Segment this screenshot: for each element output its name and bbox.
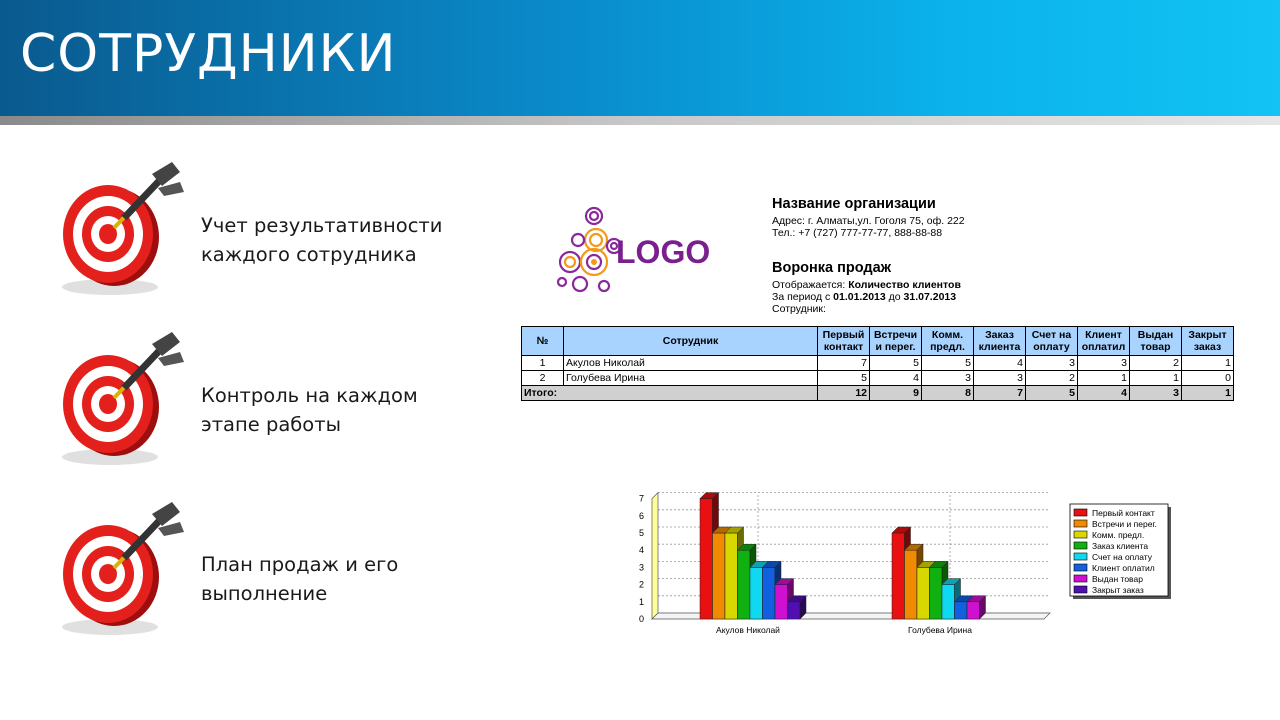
report-shows (772, 279, 961, 292)
bullet-text (201, 550, 398, 608)
table-cell: 3 (1026, 356, 1078, 371)
bar (700, 499, 713, 619)
legend-label: Закрыт заказ (1092, 585, 1144, 595)
bar (967, 602, 980, 619)
bar (750, 567, 763, 619)
y-tick-label: 7 (638, 493, 644, 504)
header-stage (922, 327, 974, 356)
legend-label: Первый контакт (1092, 508, 1155, 518)
header-line: Закрыт (1188, 329, 1227, 341)
header-stage (1130, 327, 1182, 356)
header-line: Комм. (931, 329, 964, 341)
bullet-line: каждого сотрудника (201, 243, 417, 266)
total-cell: 1 (1182, 386, 1234, 401)
sales-funnel-table (521, 326, 1234, 401)
bar (905, 550, 918, 619)
y-tick-label: 2 (638, 579, 644, 590)
legend-swatch (1074, 542, 1087, 549)
sales-funnel-chart (630, 488, 1180, 644)
bullet-line: этапе работы (201, 413, 341, 436)
header-line: Клиент (1085, 329, 1122, 341)
company-logo (550, 200, 730, 305)
bullet-line: Контроль на каждом (201, 384, 418, 407)
x-tick-label: Акулов Николай (716, 625, 780, 635)
legend-label: Встречи и перег. (1092, 519, 1157, 529)
table-total-row (522, 386, 1234, 401)
bar (775, 585, 788, 619)
table-cell: 5 (870, 356, 922, 371)
period-mid: до (885, 291, 904, 303)
bar (713, 533, 726, 619)
total-cell: 7 (974, 386, 1026, 401)
header-stage (870, 327, 922, 356)
bar (763, 567, 776, 619)
total-cell: 8 (922, 386, 974, 401)
bullet-text (201, 211, 442, 269)
header-line: предл. (930, 341, 965, 353)
organization-name: Название организации (772, 196, 936, 212)
header-line: и перег. (875, 341, 916, 353)
header-stage (818, 327, 870, 356)
row-num: 2 (522, 371, 564, 386)
header-line: Счет на (1031, 329, 1072, 341)
header-line: оплатил (1081, 341, 1126, 353)
slide-title: СОТРУДНИКИ (20, 24, 397, 84)
header-line: Встречи (873, 329, 918, 341)
header-line: Заказ (985, 329, 1014, 341)
table-cell: 1 (1182, 356, 1234, 371)
target-icon (52, 332, 192, 472)
y-tick-label: 4 (638, 545, 644, 556)
title-divider (0, 116, 1280, 125)
header-stage (974, 327, 1026, 356)
report-shows-value: Количество клиентов (848, 279, 961, 291)
bar (942, 585, 955, 619)
legend-label: Комм. предл. (1092, 530, 1145, 540)
table-cell: 4 (974, 356, 1026, 371)
x-tick-label: Голубева Ирина (908, 625, 972, 635)
bar (917, 567, 930, 619)
legend-swatch (1074, 531, 1087, 538)
legend-label: Счет на оплату (1092, 552, 1153, 562)
table-cell: 5 (922, 356, 974, 371)
total-label: Итого: (522, 386, 818, 401)
header-num: № (522, 327, 564, 356)
table-cell: 2 (1130, 356, 1182, 371)
table-header-row (522, 327, 1234, 356)
header-employee: Сотрудник (564, 327, 818, 356)
legend-swatch (1074, 575, 1087, 582)
target-icon (52, 162, 192, 302)
legend-swatch (1074, 586, 1087, 593)
header-line: Выдан (1137, 329, 1174, 341)
table-cell: 3 (1078, 356, 1130, 371)
legend-swatch (1074, 520, 1087, 527)
table-cell: 2 (1026, 371, 1078, 386)
bar (725, 533, 738, 619)
table-cell: 4 (870, 371, 922, 386)
header-line: клиента (978, 341, 1021, 353)
header-line: товар (1140, 341, 1171, 353)
y-tick-label: 0 (638, 614, 644, 624)
report-title: Воронка продаж (772, 260, 891, 276)
bullet-line: План продаж и его (201, 553, 399, 576)
total-cell: 4 (1078, 386, 1130, 401)
bullet-text (201, 381, 418, 439)
table-cell: 1 (1078, 371, 1130, 386)
period-to: 31.07.2013 (903, 291, 957, 303)
organization-phone: Тел.: +7 (727) 777-77-77, 888-88-88 (772, 227, 943, 239)
table-row (522, 356, 1234, 371)
legend-swatch (1074, 553, 1087, 560)
table-cell: 0 (1182, 371, 1234, 386)
header-line: оплату (1033, 341, 1070, 353)
legend-swatch (1074, 564, 1087, 571)
legend-label: Выдан товар (1092, 574, 1143, 584)
total-cell: 5 (1026, 386, 1078, 401)
bar (892, 533, 905, 619)
row-employee: Акулов Николай (564, 356, 818, 371)
legend-label: Заказ клиента (1092, 541, 1149, 551)
bar (955, 602, 968, 619)
chart-wall (652, 493, 658, 619)
table-cell: 3 (974, 371, 1026, 386)
report-shows-label: Отображается: (772, 279, 849, 291)
bullet-line: Учет результативности (201, 214, 443, 237)
y-tick-label: 1 (638, 596, 644, 607)
row-num: 1 (522, 356, 564, 371)
report-period (772, 291, 956, 304)
bar (738, 550, 751, 619)
table-cell: 5 (818, 371, 870, 386)
target-icon (52, 502, 192, 642)
legend-swatch (1074, 509, 1087, 516)
organization-address: Адрес: г. Алматы,ул. Гоголя 75, оф. 222 (772, 215, 965, 227)
total-cell: 9 (870, 386, 922, 401)
header-line: заказ (1193, 341, 1222, 353)
y-tick-label: 6 (638, 510, 644, 521)
row-employee: Голубева Ирина (564, 371, 818, 386)
logo-wordmark: LOGO (616, 234, 711, 270)
legend-label: Клиент оплатил (1092, 563, 1155, 573)
bullet-line: выполнение (201, 582, 328, 605)
total-cell: 3 (1130, 386, 1182, 401)
bar (930, 567, 943, 619)
period-from: 01.01.2013 (833, 291, 886, 303)
header-stage (1026, 327, 1078, 356)
y-tick-label: 5 (638, 528, 644, 538)
header-line: Первый (822, 329, 865, 341)
table-cell: 3 (922, 371, 974, 386)
y-tick-label: 3 (638, 562, 644, 573)
header-stage (1078, 327, 1130, 356)
header-line: контакт (823, 341, 864, 353)
bar (788, 602, 801, 619)
table-row (522, 371, 1234, 386)
table-cell: 7 (818, 356, 870, 371)
header-stage (1182, 327, 1234, 356)
total-cell: 12 (818, 386, 870, 401)
period-prefix: За период с (772, 291, 834, 303)
table-cell: 1 (1130, 371, 1182, 386)
report-employee-label: Сотрудник: (772, 303, 826, 315)
